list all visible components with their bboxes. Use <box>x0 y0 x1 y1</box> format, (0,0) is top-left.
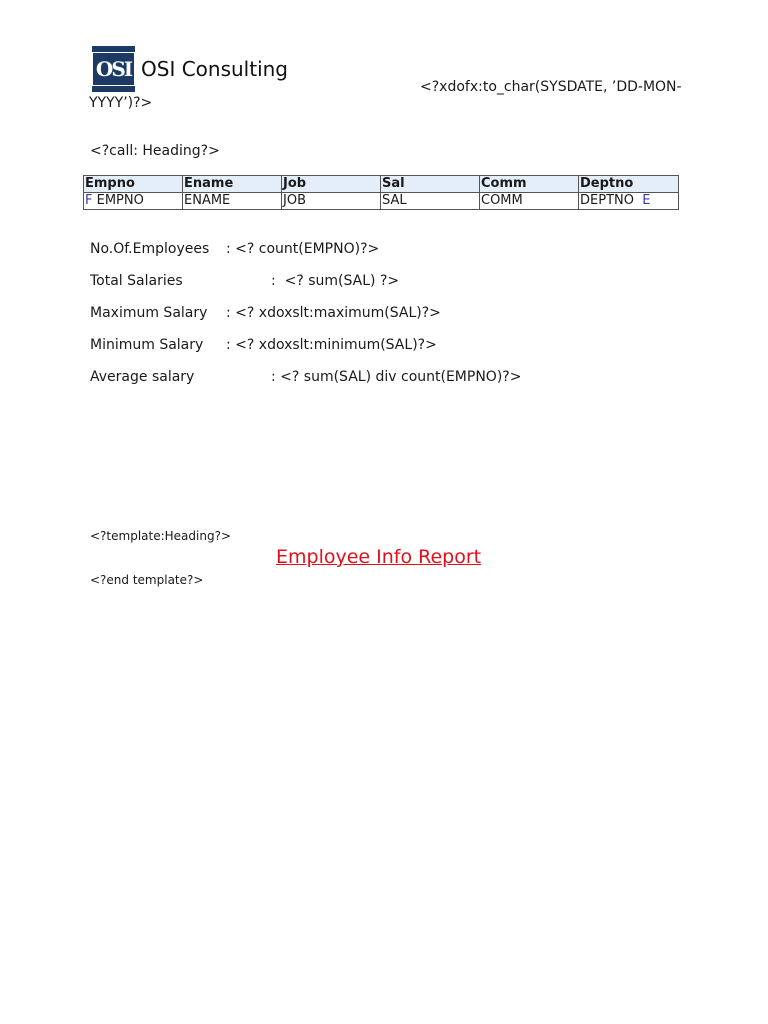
summary-total-salaries-label: Total Salaries <box>90 273 183 289</box>
table-header-row <box>84 176 679 193</box>
cell-deptno: DEPTNO E <box>579 193 679 210</box>
company-logo <box>92 46 288 92</box>
summary-minimum-salary-value: : <? xdoxslt:minimum(SAL)?> <box>226 337 437 353</box>
column-header-sal: Sal <box>381 176 480 193</box>
end-for-each-marker: E <box>642 193 651 208</box>
template-start-tag: <?template:Heading?> <box>90 529 231 543</box>
date-field-line1: <?xdofx:to_char(SYSDATE, ’DD-MON- <box>420 79 682 95</box>
summary-minimum-salary-label: Minimum Salary <box>90 337 204 353</box>
summary-average-salary-label: Average salary <box>90 369 195 385</box>
summary-maximum-salary-value: : <? xdoxslt:maximum(SAL)?> <box>226 305 441 321</box>
cell-ename: ENAME <box>183 193 282 210</box>
column-header-ename: Ename <box>183 176 282 193</box>
cell-empno: F EMPNO <box>84 193 183 210</box>
osi-logo-mark: OSI <box>92 46 135 92</box>
cell-comm: COMM <box>480 193 579 210</box>
summary-total-salaries-value: : <? sum(SAL) ?> <box>271 273 400 289</box>
employee-table <box>83 175 679 210</box>
date-field-line2: YYYY’)?> <box>89 95 153 111</box>
summary-employee-count-value: : <? count(EMPNO)?> <box>226 241 380 257</box>
table-row <box>84 193 679 210</box>
report-title: Employee Info Report <box>276 546 482 568</box>
summary-employee-count-label: No.Of.Employees <box>90 241 210 257</box>
cell-sal: SAL <box>381 193 480 210</box>
company-name: OSI Consulting <box>141 57 288 81</box>
column-header-job: Job <box>282 176 381 193</box>
for-each-marker: F <box>85 193 93 208</box>
column-header-deptno: Deptno <box>579 176 679 193</box>
template-end-tag: <?end template?> <box>90 573 204 587</box>
column-header-comm: Comm <box>480 176 579 193</box>
call-heading-tag: <?call: Heading?> <box>90 143 220 159</box>
cell-job: JOB <box>282 193 381 210</box>
summary-average-salary-value: : <? sum(SAL) div count(EMPNO)?> <box>271 369 522 385</box>
summary-maximum-salary-label: Maximum Salary <box>90 305 208 321</box>
column-header-empno: Empno <box>84 176 183 193</box>
